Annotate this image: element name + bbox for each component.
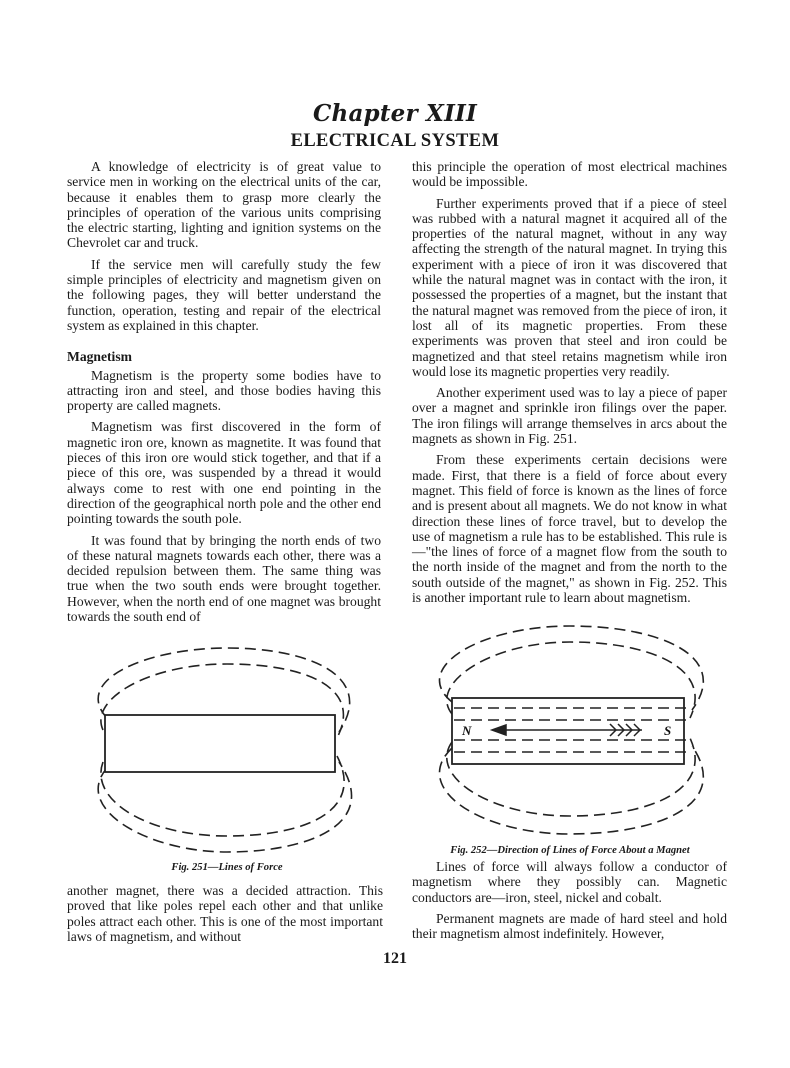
magnet-bar [105, 715, 335, 772]
page-number: 121 [383, 950, 407, 967]
arrow-icon [492, 724, 642, 736]
paragraph: another magnet, there was a decided attraction. This proved that like poles repel each other and that unlike poles attract each other. This is one of the most important laws of magnetism, and without [67, 883, 383, 944]
paragraph: Magnetism was first discovered in the form of magnetic iron ore, known as magnetite. It was found that pieces of this iron ore would stick together, and that if a piece of this ore, was suspended by a thread it would always come to rest with one end pointing in the direction of the geographical north pole and the other end pointing towards the south pole. [67, 419, 381, 527]
paragraph: Lines of force will always follow a conductor of magnetism where they possibly can. Magnetic conductors are—iron, steel, nickel and cobalt. [412, 859, 727, 905]
paragraph: It was found that by bringing the north ends of two of these natural magnets towards each other, there was a decided repulsion between them. The same thing was true when the two south ends were brought together. However, when the north end of one magnet was brought towards the south end of [67, 532, 381, 625]
south-pole-label: S [664, 723, 672, 738]
paragraph: Further experiments proved that if a piece of steel was rubbed with a natural magnet it acquired all of the properties of the natural magnet, without in any way affecting the strength of the natural magnet. In trying this experiment with a piece of iron it was discovered that while the natural magnet was in contact with the iron, it possessed the properties of a magnet, but the instant that the natural magnet was removed from the piece of iron, it lost all of its magnetic properties. From these experiments was proven that steel and iron could be magnetized and that steel retains magnetism while iron would lose its magnetic properties very readily. [412, 195, 727, 379]
chapter-title: Chapter XIII [313, 100, 477, 127]
field-line-outer-bottom [439, 746, 703, 834]
left-column-top [67, 159, 381, 630]
paragraph: Another experiment used was to lay a piece of paper over a magnet and sprinkle iron filings over the paper. The iron filings will arrange themselves in arcs about the magnets as shown in Fig. 251. [412, 385, 727, 447]
paragraph: Magnetism is the property some bodies have to attracting iron and steel, and those bodies having this property are called magnets. [67, 367, 381, 414]
subheading-magnetism: Magnetism [67, 349, 132, 365]
right-column-bottom [412, 859, 727, 947]
figure-251-lines-of-force [67, 640, 387, 860]
paragraph: A knowledge of electricity is of great value to service men in working on the electrical units of the car, because it enables them to grasp more clearly the principles of operation of the various units comprising the electric starting, lighting and ignition systems on the Chevrolet car and truck. [67, 159, 381, 251]
section-title: ELECTRICAL SYSTEM [290, 131, 500, 151]
figure-252-direction-of-lines [410, 618, 730, 844]
figure-251-caption: Fig. 251—Lines of Force [171, 862, 283, 873]
paragraph: If the service men will carefully study the few simple principles of electricity and magnetism given on the following pages, they will better understand the function, operation, testing and repair of the electrical system as explained in this chapter. [67, 256, 381, 333]
figure-252-caption: Fig. 252—Direction of Lines of Force About a Magnet [450, 845, 690, 856]
field-line-inner-bottom [447, 738, 695, 816]
right-column-top [412, 159, 727, 611]
north-pole-label: N [462, 723, 472, 738]
lines-of-force-diagram [67, 640, 387, 860]
left-column-bottom [67, 883, 383, 950]
field-line-outer-bottom [98, 762, 351, 852]
paragraph: From these experiments certain decisions were made. First, that there is a field of force about every magnet. This field of force is known as the lines of force and is present about all magnets. We do not know in what direction these lines of force travel, but to develop the use of magnetism a rule has to be established. This rule is—"the lines of force of a magnet flow from the south to the north inside of the magnet and from the north to the south outside of the magnet," as shown in Fig. 252. This is another important rule to learn about magnetism. [412, 452, 727, 606]
paragraph: Permanent magnets are made of hard steel and hold their magnetism almost indefinitely. However, [412, 910, 727, 942]
paragraph: this principle the operation of most electrical machines would be impossible. [412, 159, 727, 190]
field-direction-diagram [410, 618, 730, 844]
field-line-inner-top [447, 642, 695, 718]
